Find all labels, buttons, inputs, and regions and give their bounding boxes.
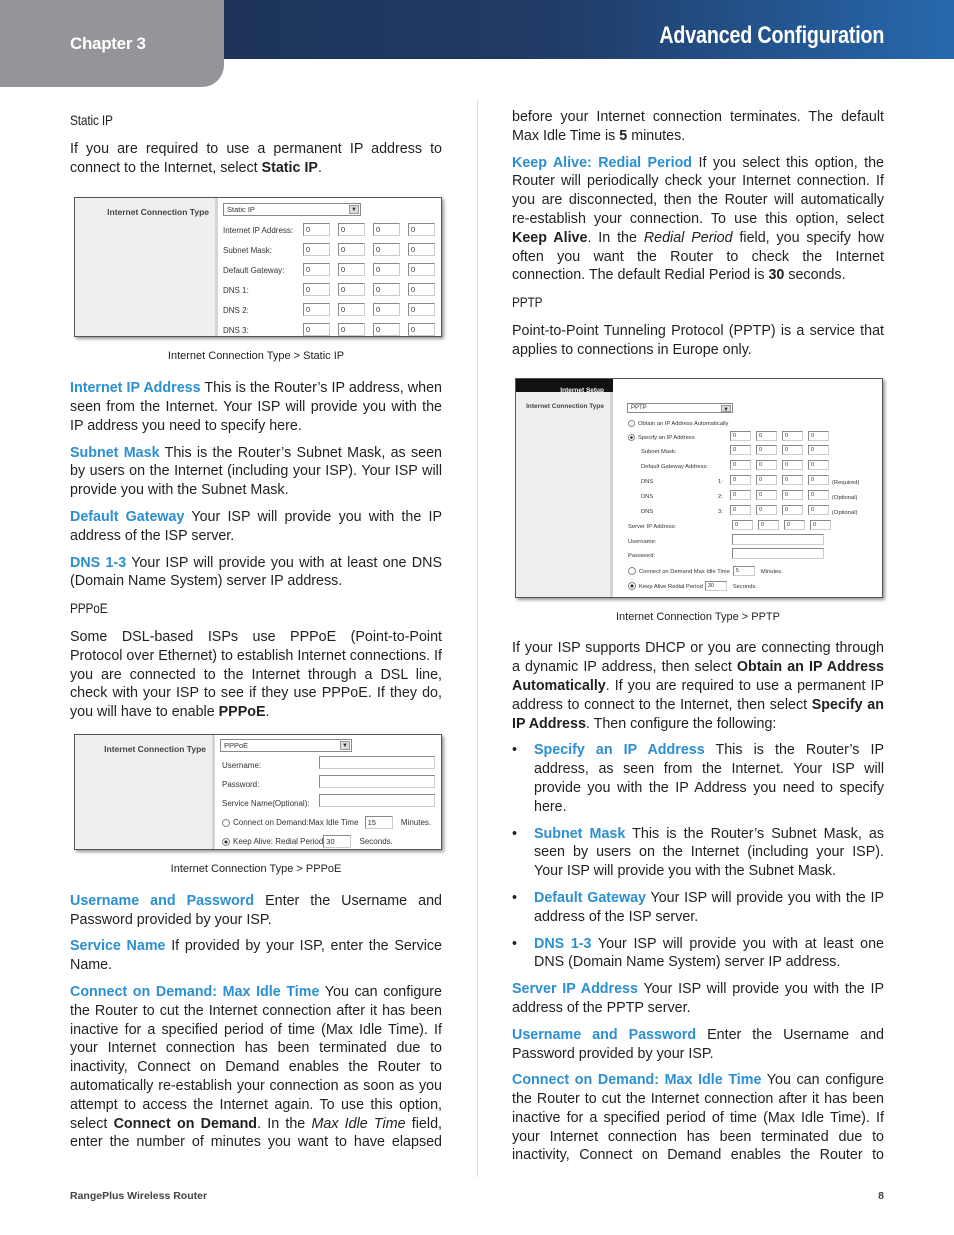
dns-note: (Optional) [832,494,858,501]
octet-field: 0 [338,303,365,316]
paragraph [512,1026,884,1064]
octet-field: 0 [808,490,829,500]
obtain-ip-radio [628,420,635,427]
text-run: If you are required to use a permanent IP address to connect to the Internet, select [70,140,442,176]
text-run: Specify an IP Address [512,696,884,732]
text-run: Connect on Demand [113,1115,258,1132]
username-label: Username: [628,538,657,545]
octet-field: 0 [338,263,365,276]
connect-on-demand-radio [222,819,230,827]
term-heading: DNS 1-3 [70,554,127,571]
text-run: 5 [619,127,628,144]
minutes-label: Minutes. [400,817,432,827]
octet-field: 0 [338,243,365,256]
text-run: Some DSL-based ISPs use PPPoE (Point-to-Point Protocol over Ethernet) to establish Internet connections. If you are connected to the Internet through a DSL line, check with your ISP to see if they use PPPoE. If they do, you will have to enable [70,628,442,721]
connection-type-select: Static IP [227,205,255,215]
octet-field: 0 [338,223,365,236]
octet-field: 0 [730,431,751,441]
obtain-ip-label: Obtain an IP Address Automatically [638,420,729,427]
term-heading: Username and Password [70,892,255,909]
octet-field: 0 [756,475,777,485]
text-run: PPPoE [218,704,266,721]
octet-field: 0 [303,263,330,276]
text-run: Static IP [261,159,318,176]
text-run: . In the [257,1115,312,1132]
dropdown-arrow-icon: ▼ [721,405,731,412]
octet-field: 0 [808,505,829,515]
service-name-label: Service Name(Optional): [222,798,310,808]
term-heading: Internet IP Address [70,380,201,397]
redial-field: 30 [705,581,727,591]
octet-field: 0 [338,323,365,336]
octet-field: 0 [303,303,330,316]
octet-field: 0 [408,323,435,336]
header-banner [224,0,954,59]
term-heading: Server IP Address [512,981,638,998]
octet-field: 0 [808,475,829,485]
paragraph [70,554,442,592]
username-field [319,756,435,769]
octet-field: 0 [782,445,803,455]
paragraph [512,154,884,286]
paragraph [512,322,884,360]
octet-field: 0 [756,431,777,441]
text-run: If you select this option, the Router will periodically check your Internet connection. If you are disconnected, then the Router will automatically re-establish your connection. To use this option, select [512,154,884,227]
octet-field: 0 [756,505,777,515]
bullet-item [512,889,884,927]
term-heading: Specify an IP Address [534,742,705,759]
term-heading: Connect on Demand: Max Idle Time [512,1072,762,1089]
pptp-screenshot [515,378,883,598]
panel-label: Internet Connection Type [107,207,209,218]
octet-field: 0 [408,303,435,316]
text-run: Obtain an IP Address Automatically [512,659,884,694]
term-heading: Default Gateway [534,889,647,906]
figure-caption: Internet Connection Type > Static IP [167,350,345,363]
max-idle-field: 5 [733,566,755,576]
text-run: Your ISP will provide you with at least one DNS (Domain Name System) server IP address. [534,935,884,971]
term-heading: Subnet Mask [70,444,160,461]
octet-field: 0 [373,303,400,316]
octet-field: 0 [373,223,400,236]
password-label: Password: [222,779,260,789]
text-run: Point-to-Point Tunneling Protocol (PPTP) is a service that applies to connections in Europe only. [512,322,884,358]
dns-label: DNS [641,478,654,485]
octet-field: 0 [373,283,400,296]
octet-field: 0 [782,431,803,441]
chapter-tab [0,0,224,87]
octet-field: 0 [730,490,751,500]
octet-field: 0 [756,490,777,500]
octet-field: 0 [782,490,803,500]
dns-number: 2: [718,493,723,500]
octet-field: 0 [730,445,751,455]
field-label: DNS 3: [223,326,249,336]
dns-number: 1: [718,478,723,485]
section-heading: Static IP [70,112,113,128]
paragraph [512,108,884,146]
service-name-field [319,794,435,807]
gateway-label: Default Gateway Address: [641,463,709,470]
paragraph [70,140,442,178]
text-run: . [317,159,322,176]
static-ip-screenshot [74,197,442,337]
octet-field: 0 [782,505,803,515]
paragraph [70,379,442,435]
text-run: . In the [587,229,644,246]
text-run: Max Idle Time [311,1115,406,1132]
paragraph [512,1071,884,1165]
term-heading: Service Name [70,938,166,955]
text-run: . If you are required to use a permanent IP address to connect to the Internet, then select [512,677,884,713]
octet-field: 0 [756,460,777,470]
server-ip-label: Server IP Address: [628,523,677,530]
paragraph [70,444,442,500]
text-run: Your ISP will provide you with at least one DNS (Domain Name System) server IP address. [70,554,442,590]
right-column [512,108,884,1173]
dropdown-arrow-icon: ▼ [349,205,359,214]
footer-product: RangePlus Wireless Router [70,1190,208,1202]
password-field [319,775,435,788]
bullet-item [512,741,884,816]
paragraph [70,508,442,546]
text-run: 30 [768,267,785,284]
chapter-label: Chapter 3 [70,34,146,53]
ka-label: Keep Alive: Redial Period [233,836,324,846]
text-run: This is the Router’s Subnet Mask, as seen by users on the Internet (including your ISP). Your ISP will provide you with the Subnet Mask. [70,444,443,499]
octet-field: 0 [408,243,435,256]
text-run: If your ISP supports DHCP or you are connecting through a dynamic IP address, then select [512,640,884,676]
redial-field: 30 [323,835,351,848]
octet-field: 0 [373,263,400,276]
text-run: This is the Router’s Subnet Mask, as seen by users on the Internet (including your ISP). Your ISP will provide you with the Subnet Mask. [534,825,884,880]
footer-page-number: 8 [878,1190,884,1202]
text-run: If provided by your ISP, enter the Service Name. [70,938,442,974]
section-heading: PPTP [512,294,543,311]
keep-alive-radio [628,582,636,590]
octet-field: 0 [373,243,400,256]
field-label: Subnet Mask: [223,246,272,256]
octet-field: 0 [338,283,365,296]
paragraph [512,980,884,1018]
panel-label: Internet Connection Type [526,402,604,410]
figure-caption: Internet Connection Type > PPPoE [170,862,342,875]
paragraph [70,628,442,722]
section-heading: PPPoE [70,600,108,617]
octet-field: 0 [373,323,400,336]
text-run: field, you specify how often you want the Router to check the Internet connection. The default Redial Period is [512,229,884,284]
text-run: Enter the Username and Password provided by your ISP. [70,892,442,928]
password-field [732,548,824,559]
octet-field: 0 [808,431,829,441]
paragraph [70,983,442,1152]
seconds-label: Seconds. [732,583,757,590]
field-label: DNS 2: [223,306,249,316]
octet-field: 0 [782,475,803,485]
cod-label: Connect on Demand Max Idle Time 5 Minutes. [628,563,783,582]
text-run: Keep Alive [512,229,588,246]
octet-field: 0 [730,505,751,515]
username-label: Username: [222,760,262,770]
dropdown-arrow-icon: ▼ [340,741,350,750]
column-divider [477,100,478,1177]
term-heading: Connect on Demand: Max Idle Time [70,983,320,1000]
octet-field: 0 [732,520,753,530]
text-run: Your ISP will provide you with the IP address of the ISP server. [70,508,442,544]
term-heading: Subnet Mask [534,825,626,842]
text-run: Your ISP will provide you with the IP address of the PPTP server. [512,981,884,1016]
ka-label: Keep Alive Redial Period 30 Seconds. [628,578,757,597]
text-run: field, enter the number of minutes you want to have elapsed [70,1115,442,1151]
paragraph [512,639,884,733]
octet-field: 0 [810,520,831,530]
text-run: You can configure the Router to cut the Internet connection after it has been inactive for a specified period of time (Max Idle Time). If your Internet connection has been terminated due to inactivity, Connect on Demand enables the Router to [512,1072,885,1164]
chapter-title: Advanced Configuration [659,22,884,49]
octet-field: 0 [303,283,330,296]
text-run: You can configure the Router to cut the Internet connection after it has been inactive for a specified period of time (Max Idle Time). If your Internet connection has been terminated due to inactivity, Connect on Demand enables the Router to automatically re-establish your connection as soon as you attempt to access the Internet again. To use this option, select [70,983,443,1132]
bullet-item [512,825,884,881]
term-heading: DNS 1-3 [534,935,592,952]
cod-label: Connect on Demand:Max Idle Time [233,817,359,827]
panel-label: Internet Connection Type [104,743,206,754]
text-run: minutes. [627,127,686,144]
term-heading: Default Gateway [70,508,185,525]
subnet-label: Subnet Mask: [641,448,677,455]
max-idle-field: 15 [365,816,393,829]
connect-on-demand-radio [628,567,636,575]
text-run: This is the Router’s IP address, as seen from the Internet. Your ISP will provide you with the IP Address you need to specify here. [534,742,885,815]
bullet-item [512,935,884,973]
text-run: seconds. [784,267,846,284]
octet-field: 0 [408,283,435,296]
octet-field: 0 [730,475,751,485]
paragraph [70,892,442,930]
octet-field: 0 [408,223,435,236]
octet-field: 0 [730,460,751,470]
field-label: Default Gateway: [223,266,285,276]
pppoe-screenshot [74,734,442,850]
term-heading: Username and Password [512,1026,697,1043]
figure-caption: Internet Connection Type > PPTP [616,610,780,623]
octet-field: 0 [303,223,330,236]
field-label: Internet IP Address: [223,226,294,236]
dns-note: (Optional) [832,509,858,516]
dns-note: (Required) [832,479,860,486]
octet-field: 0 [758,520,779,530]
specify-ip-radio [628,434,635,441]
username-field [732,534,824,545]
octet-field: 0 [782,460,803,470]
section-label: Internet Setup [560,386,604,394]
dns-label: DNS [641,508,654,515]
specify-ip-label: Specify an IP Address [628,429,695,448]
dns-label: DNS [641,493,654,500]
text-run: This is the Router’s IP address, when seen from the Internet. Your ISP will provide you with the IP address you need to specify here. [70,380,442,434]
seconds-label: Seconds. [359,836,393,846]
octet-field: 0 [303,323,330,336]
paragraph [70,937,442,975]
dns-number: 3: [718,508,723,515]
octet-field: 0 [784,520,805,530]
text-run: Enter the Username and Password provided by your ISP. [512,1026,884,1062]
octet-field: 0 [408,263,435,276]
field-label: DNS 1: [223,286,249,296]
password-label: Password: [628,552,656,559]
octet-field: 0 [808,460,829,470]
connection-type-select: PPTP [631,404,647,411]
octet-field: 0 [756,445,777,455]
text-run: . [265,704,270,721]
text-run: Redial Period [643,229,733,246]
left-column [70,109,442,1160]
minutes-label: Minutes. [760,568,783,575]
term-heading: Keep Alive: Redial Period [512,154,693,171]
connection-type-select: PPPoE [224,740,249,750]
text-run: . Then configure the following: [585,715,777,732]
text-run: Your ISP will provide you with the IP address of the ISP server. [534,889,885,925]
octet-field: 0 [303,243,330,256]
octet-field: 0 [808,445,829,455]
keep-alive-radio [222,838,230,846]
text-run: before your Internet connection terminates. The default Max Idle Time is [512,109,884,144]
